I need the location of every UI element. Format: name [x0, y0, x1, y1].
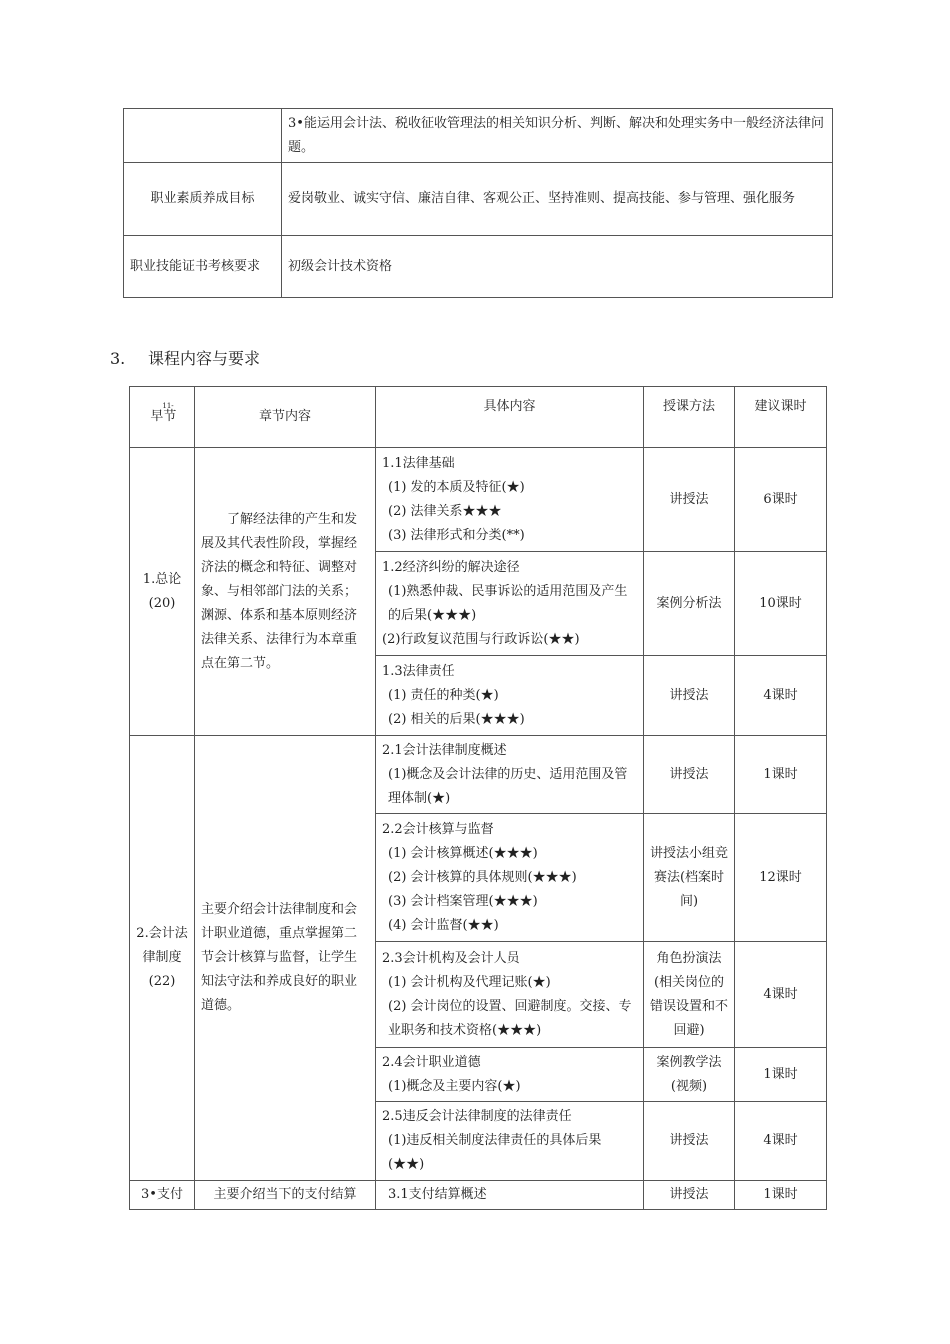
method-3-1: 讲授法 [644, 1181, 735, 1210]
objectives-table [123, 108, 833, 298]
detail-1-1: 1.1法律基础 (1) 发的本质及特征(★) (2) 法律关系★★★ (3) 法律形式和分类(**) [376, 448, 644, 552]
detail-2-1: 2.1会计法律制度概述 (1)概念及会计法律的历史、适用范围及管理体制(★) [376, 736, 644, 814]
section-heading [110, 346, 260, 369]
method-1-1: 讲授法 [644, 448, 735, 552]
detail-2-4: 2.4会计职业道德 (1)概念及主要内容(★) [376, 1048, 644, 1102]
header-content: 章节内容 [195, 387, 376, 448]
section-number: 3. [110, 349, 126, 368]
hours-2-4: 1课时 [735, 1048, 827, 1102]
header-hours: 建议课时 [735, 387, 827, 448]
method-2-2: 讲授法小组竞赛法(档案时间) [644, 814, 735, 942]
hours-2-2: 12课时 [735, 814, 827, 942]
header-detail: 具体内容 [376, 387, 644, 448]
detail-2-3: 2.3会计机构及会计人员 (1) 会计机构及代理记账(★) (2) 会计岗位的设置、回避制度。交接、专业职务和技术资格(★★★) [376, 942, 644, 1048]
row-label: 职业素质养成目标 [124, 163, 282, 236]
course-content-table [129, 386, 827, 1210]
chapter-2: 2.会计法律制度(22) [130, 736, 195, 1181]
detail-2-2: 2.2会计核算与监督 (1) 会计核算概述(★★★) (2) 会计核算的具体规则(★★★) (3) 会计档案管理(★★★) (4) 会计监督(★★) [376, 814, 644, 942]
section-title: 课程内容与要求 [148, 349, 261, 368]
objective-text: 3•能运用会计法、税收征收管理法的相关知识分析、判断、解决和处理实务中一般经济法律问题。 [282, 109, 833, 163]
header-method: 授课方法 [644, 387, 735, 448]
row-value: 爱岗敬业、诚实守信、廉洁自律、客观公正、坚持准则、提高技能、参与管理、强化服务 [282, 163, 833, 236]
method-1-3: 讲授法 [644, 656, 735, 736]
detail-3-1: 3.1支付结算概述 [376, 1181, 644, 1210]
method-2-3: 角色扮演法(相关岗位的错误设置和不回避) [644, 942, 735, 1048]
chapter-3-desc: 主要介绍当下的支付结算 [195, 1181, 376, 1210]
hours-2-5: 4课时 [735, 1102, 827, 1181]
row-label: 职业技能证书考核要求 [124, 236, 282, 298]
detail-1-3: 1.3法律责任 (1) 责任的种类(★) (2) 相关的后果(★★★) [376, 656, 644, 736]
chapter-1-desc: 了解经法律的产生和发展及其代表性阶段，掌握经济法的概念和特征、调整对象、与相邻部门法的关系；渊源、体系和基本原则经济法律关系、法律行为本章重点在第二节。 [195, 448, 376, 736]
empty-cell [124, 109, 282, 163]
hours-1-3: 4课时 [735, 656, 827, 736]
hours-1-1: 6课时 [735, 448, 827, 552]
hours-3-1: 1课时 [735, 1181, 827, 1210]
method-2-4: 案例教学法(视频) [644, 1048, 735, 1102]
header-chapter: 早节$^{11-}$ [130, 387, 195, 448]
hours-2-1: 1课时 [735, 736, 827, 814]
method-2-1: 讲授法 [644, 736, 735, 814]
hours-2-3: 4课时 [735, 942, 827, 1048]
detail-1-2: 1.2经济纠纷的解决途径 (1)熟悉仲裁、民事诉讼的适用范围及产生的后果(★★★) (2)行政复议范围与行政诉讼(★★) [376, 552, 644, 656]
chapter-3: 3•支付 [130, 1181, 195, 1210]
hours-1-2: 10课时 [735, 552, 827, 656]
chapter-1: 1.总论 (20) [130, 448, 195, 736]
detail-2-5: 2.5违反会计法律制度的法律责任 (1)违反相关制度法律责任的具体后果(★★) [376, 1102, 644, 1181]
method-1-2: 案例分析法 [644, 552, 735, 656]
chapter-2-desc: 主要介绍会计法律制度和会计职业道德，重点掌握第二节会计核算与监督，让学生知法守法和养成良好的职业道德。 [195, 736, 376, 1181]
method-2-5: 讲授法 [644, 1102, 735, 1181]
row-value: 初级会计技术资格 [282, 236, 833, 298]
